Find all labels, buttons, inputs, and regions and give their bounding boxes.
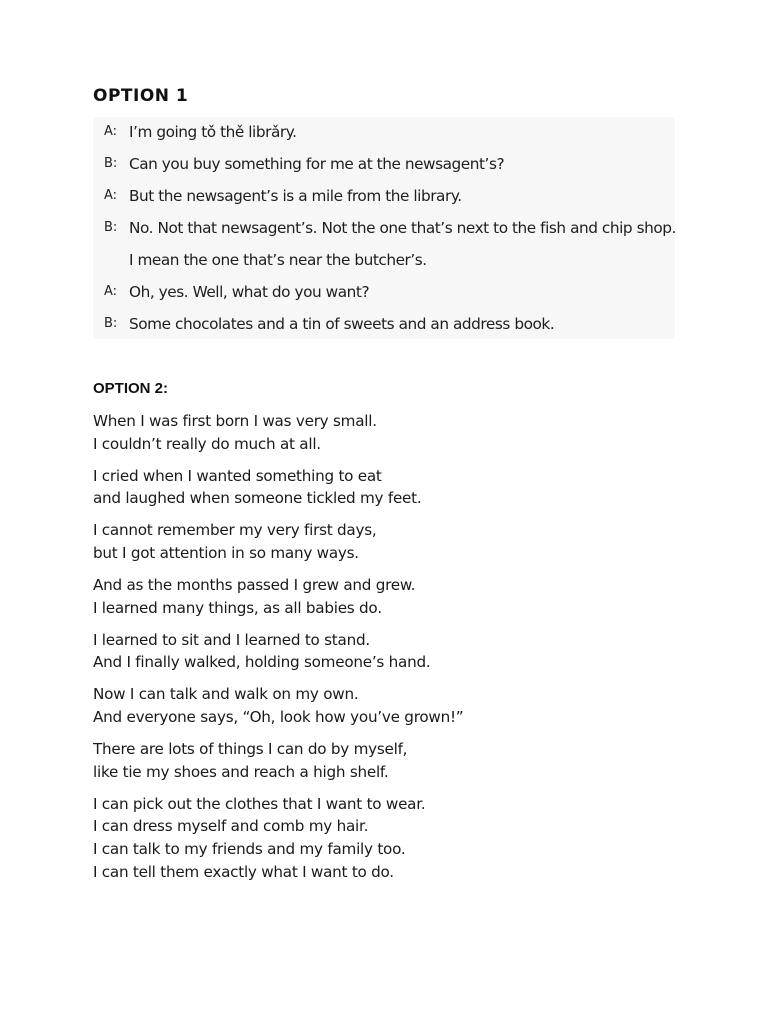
poem-line: And everyone says, “Oh, look how you’ve grown!” — [93, 708, 464, 727]
poem-stanza — [93, 519, 693, 564]
dialog-text: Some chocolates and a tin of sweets and an address book. — [129, 315, 555, 333]
poem-stanza — [93, 738, 693, 783]
poem-line: I learned many things, as all babies do. — [93, 598, 382, 617]
option2-heading: OPTION 2: — [93, 380, 169, 397]
dialog-speaker: B: — [104, 316, 118, 331]
dialog-speaker: A: — [104, 188, 118, 203]
poem-stanza — [93, 574, 693, 619]
dialog-speaker: B: — [104, 220, 118, 235]
poem-line: I can tell them exactly what I want to do. — [93, 862, 394, 881]
option1-heading: OPTION 1 — [93, 86, 189, 106]
poem-line: I can talk to my friends and my family too. — [93, 840, 406, 858]
poem-line: When I was first born I was very small. — [93, 412, 377, 430]
poem-stanza — [93, 683, 693, 728]
dialog-text: No. Not that newsagent’s. Not the one that’s next to the fish and chip shop. — [129, 219, 676, 237]
dialog-speaker: B: — [104, 156, 118, 171]
poem-line: Now I can talk and walk on my own. — [93, 685, 359, 704]
dialog-text: Can you buy something for me at the newsagent’s? — [129, 155, 505, 173]
poem-line: I cannot remember my very first days, — [93, 521, 377, 540]
poem-line: but I got attention in so many ways. — [93, 543, 359, 562]
poem-line: I can pick out the clothes that I want to wear. — [93, 794, 426, 813]
poem-line: I learned to sit and I learned to stand. — [93, 630, 370, 649]
dialog-text: Oh, yes. Well, what do you want? — [129, 283, 370, 301]
poem-stanza — [93, 793, 693, 883]
dialog-image — [93, 117, 675, 339]
poem-line: and laughed when someone tickled my feet. — [93, 489, 422, 508]
dialog-speaker: A: — [104, 284, 118, 299]
poem-stanza — [93, 410, 693, 455]
poem-line: And I finally walked, holding someone’s hand. — [93, 653, 431, 672]
poem-line: I cried when I wanted something to eat — [93, 466, 382, 485]
dialog-text: But the newsagent’s is a mile from the library. — [129, 187, 462, 205]
dialog-text: I mean the one that’s near the butcher’s. — [129, 251, 427, 269]
poem-stanza — [93, 629, 693, 674]
poem-line: I couldn’t really do much at all. — [93, 434, 321, 453]
poem-line: And as the months passed I grew and grew. — [93, 576, 416, 595]
dialog-speaker: A: — [104, 124, 118, 139]
poem-line: There are lots of things I can do by myself, — [93, 740, 408, 759]
poem-line: like tie my shoes and reach a high shelf. — [93, 762, 389, 781]
poem — [93, 410, 693, 893]
poem-line: I can dress myself and comb my hair. — [93, 817, 369, 836]
dialog-text: I’m going tǒ thě librǎry. — [129, 123, 297, 141]
poem-stanza — [93, 465, 693, 510]
